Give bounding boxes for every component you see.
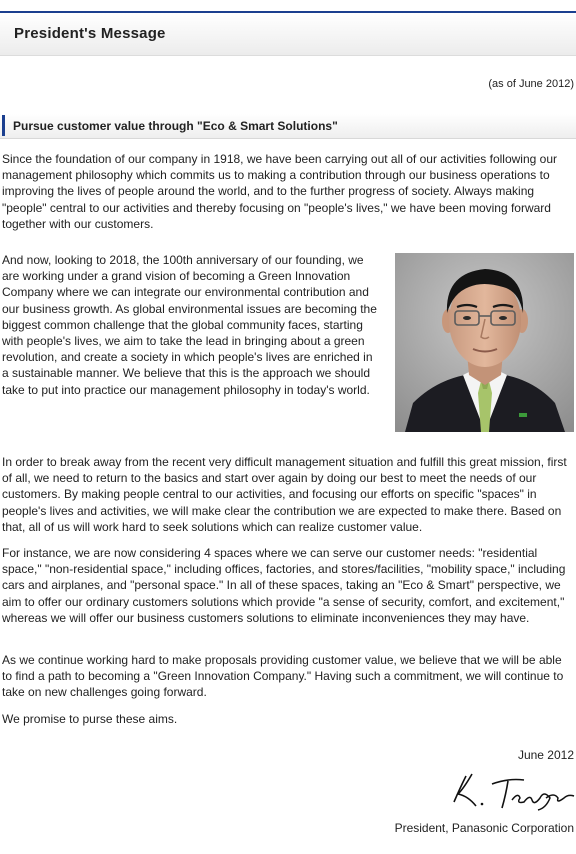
paragraph-1: Since the foundation of our company in 1918, we have been carrying out all of our activities following our management philosophy which commits us to making a contribution through our business operations to improving the lives of people around the world, and to the further progress of society. Always making "people" central to our activities and thereby focusing on "people's lives," we have been moving forward together with our customers. <box>2 152 557 231</box>
page-title: President's Message <box>14 25 166 42</box>
signature <box>446 768 576 813</box>
paragraph-2: And now, looking to 2018, the 100th anniversary of our founding, we are working under a grand vision of becoming a Green Innovation Company where we can integrate our environmental contribution and our business growth. As global environmental issues are becoming the biggest common challenge that the global community faces, starting with people's lives, we aim to take the lead in bringing about a green revolution, and create a society in which people's lives are enriched in a sustainable manner. We believe that this is the approach we should take to put into practice our management philosophy in today's world. <box>2 253 377 397</box>
section-heading-text: Pursue customer value through "Eco & Smart Solutions" <box>13 119 338 133</box>
title-bar <box>0 13 576 56</box>
as-of-date: (as of June 2012) <box>488 78 574 90</box>
signature-image <box>446 768 576 813</box>
portrait-image <box>395 253 574 432</box>
paragraph-6: We promise to purse these aims. <box>2 712 178 726</box>
president-title: President, Panasonic Corporation <box>394 821 574 835</box>
closing-date: June 2012 <box>517 748 574 762</box>
section-heading-accent <box>2 115 5 136</box>
president-portrait <box>395 253 574 432</box>
paragraph-3: In order to break away from the recent very difficult management situation and fulfill this great mission, first of all, we need to return to the basics and start over again by doing our best to meet the needs of our customers. By making people central to our activities, and focusing our efforts on specific "spaces" in people's lives and activities, we will make clear the contribution we are expected to make there. Based on that, all of us will work hard to seek solutions which can realize customer value. <box>2 455 567 534</box>
section-heading <box>0 114 576 139</box>
paragraph-4: For instance, we are now considering 4 spaces where we can serve our customer needs: "residential space," "non-residential space," including offices, factories, and stores/facilities, "mobility space," including cars and airplanes, and "personal space." In all of these spaces, taking an "Eco & Smart" perspective, we aim to offer our ordinary customers solutions which provide "a sense of security, comfort, and excitement," whereas we will offer our business customers solutions to eliminate inconveniences they may have. <box>2 546 566 625</box>
paragraph-5: As we continue working hard to make proposals providing customer value, we believe that we will be able to find a path to becoming a "Green Innovation Company." Having such a commitment, we will continue to take on new challenges going forward. <box>2 653 564 700</box>
